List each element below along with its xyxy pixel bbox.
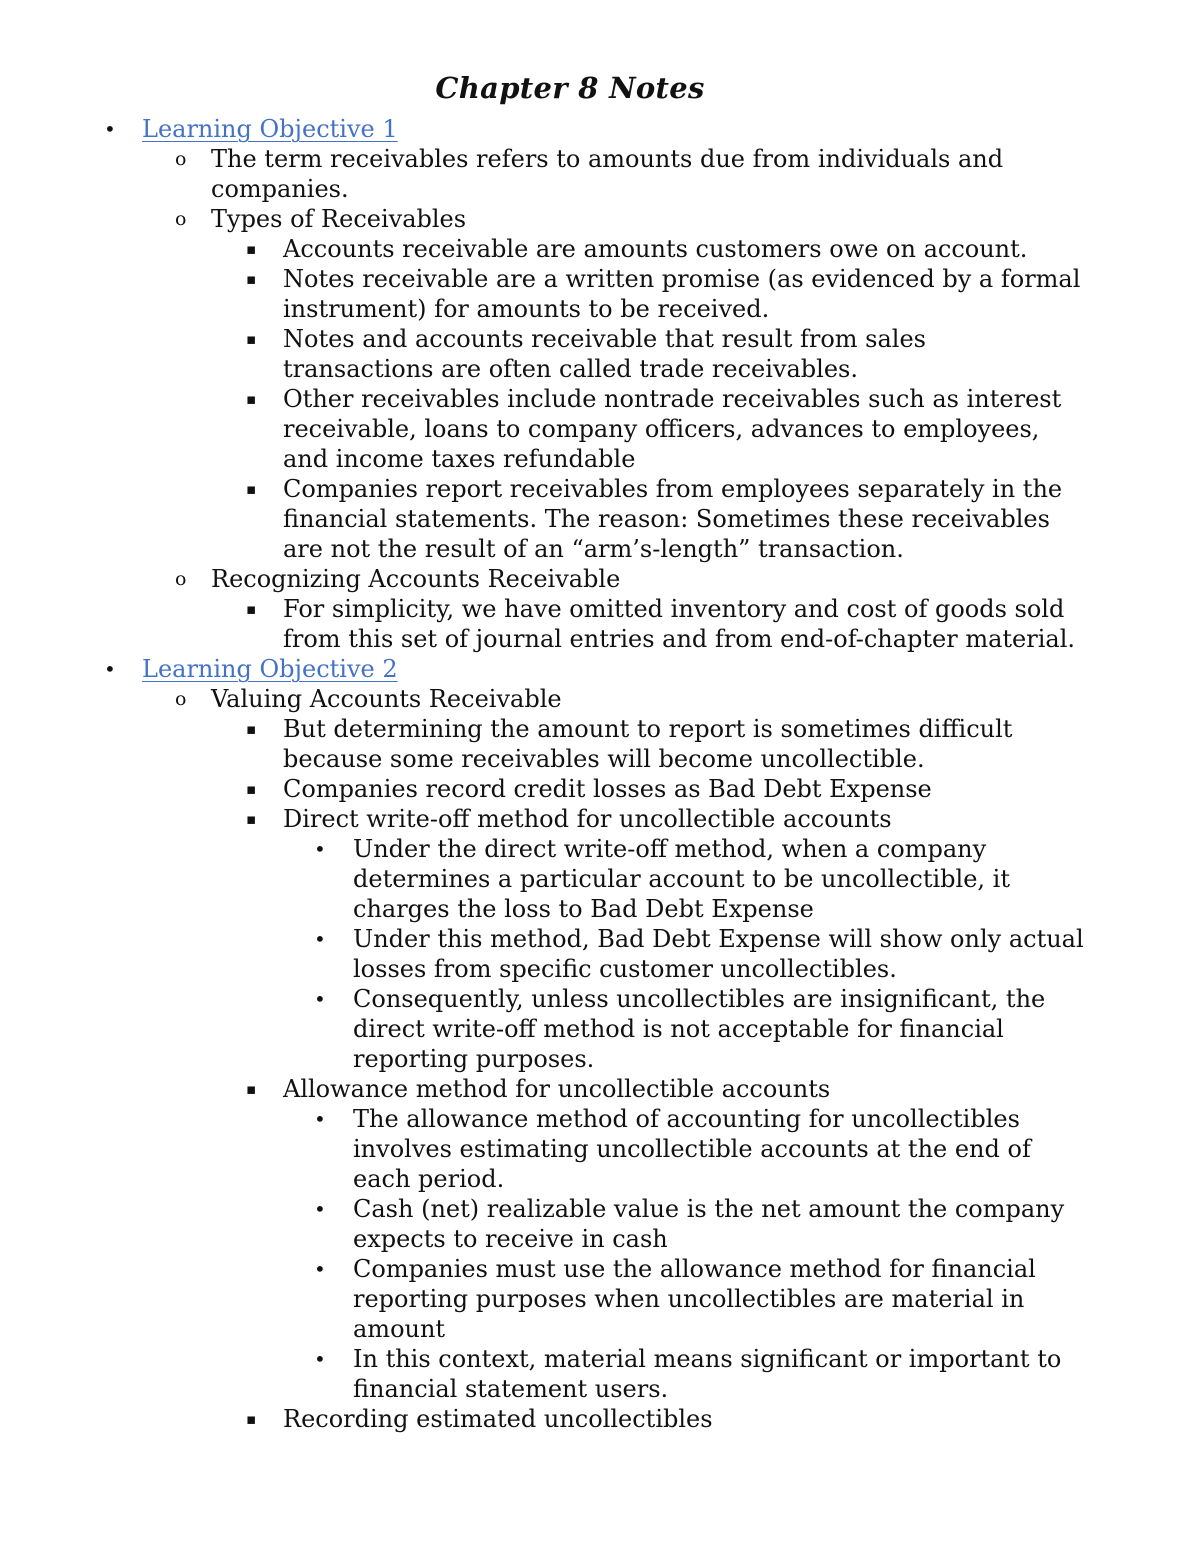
outline-text: Types of Receivables [211,205,467,233]
outline-text: transactions are often called trade receivables. [283,355,858,383]
outline-text: Companies must use the allowance method for financial [353,1255,1036,1283]
outline-text: The term receivables refers to amounts due from individuals and [211,145,1004,173]
outline-text: The allowance method of accounting for uncollectibles [353,1105,1020,1133]
outline-line [0,1314,1140,1344]
outline-text: Notes receivable are a written promise (as evidenced by a formal [283,265,1081,293]
outline-line [0,174,1140,204]
outline-text: involves estimating uncollectible accounts at the end of [353,1135,1031,1163]
outline-text: Other receivables include nontrade receivables such as interest [283,385,1062,413]
outline-text: amount [353,1315,446,1343]
bullet-marker: • [314,987,326,1011]
outline-text: reporting purposes. [353,1045,595,1073]
outline-line [0,834,1140,864]
outline-text: direct write-off method is not acceptable for financial [353,1015,1004,1043]
bullet-marker: ▪ [246,600,257,618]
outline-line [0,804,1140,834]
outline-line [0,444,1140,474]
bullet-marker: o [175,688,187,710]
outline-line [0,384,1140,414]
outline-text: Consequently, unless uncollectibles are insignificant, the [353,985,1046,1013]
bullet-marker: • [314,1347,326,1371]
outline-text: determines a particular account to be uncollectible, it [353,865,1010,893]
outline-line [0,1374,1140,1404]
outline-line [0,1404,1140,1434]
learning-objective-link[interactable]: Learning Objective 1 [142,115,398,143]
bullet-marker: ▪ [246,270,257,288]
outline-heading-link-row [0,654,1140,684]
outline-text: are not the result of an “arm’s-length” transaction. [283,535,904,563]
outline-text: Recording estimated uncollectibles [283,1405,713,1433]
outline-line [0,1224,1140,1254]
outline-text: reporting purposes when uncollectibles are material in [353,1285,1025,1313]
bullet-marker: o [175,208,187,230]
outline-line [0,894,1140,924]
outline-line [0,504,1140,534]
outline-line [0,984,1140,1014]
page-title: Chapter 8 Notes [435,71,705,105]
outline-line [0,1254,1140,1284]
outline-text: receivable, loans to company officers, advances to employees, [283,415,1040,443]
outline-line [0,414,1140,444]
outline-line [0,1164,1140,1194]
outline-text: In this context, material means significant or important to [353,1345,1062,1373]
outline-line [0,744,1140,774]
outline-text: financial statement users. [353,1375,669,1403]
outline-line [0,714,1140,744]
outline-line [0,864,1140,894]
outline-text: But determining the amount to report is sometimes difficult [283,715,1013,743]
outline-line [0,1344,1140,1374]
outline-line [0,534,1140,564]
outline-text: expects to receive in cash [353,1225,668,1253]
bullet-marker: ▪ [246,1080,257,1098]
outline-text: Under the direct write-off method, when a company [353,835,987,863]
bullet-marker: • [314,1197,326,1221]
outline-text: and income taxes refundable [283,445,636,473]
bullet-marker: o [175,148,187,170]
outline-line [0,144,1140,174]
outline-text: Direct write-off method for uncollectible accounts [283,805,892,833]
outline-line [0,294,1140,324]
outline-line [0,624,1140,654]
outline-line [0,204,1140,234]
outline-line [0,1104,1140,1134]
outline-line [0,324,1140,354]
bullet-marker: ▪ [246,780,257,798]
outline-line [0,1014,1140,1044]
outline-line [0,234,1140,264]
bullet-marker: • [104,657,116,681]
outline-text: each period. [353,1165,505,1193]
outline-text: Allowance method for uncollectible accounts [283,1075,831,1103]
outline-text: Under this method, Bad Debt Expense will show only actual [353,925,1084,953]
outline-line [0,1134,1140,1164]
outline-text: charges the loss to Bad Debt Expense [353,895,814,923]
bullet-marker: • [104,117,116,141]
bullet-marker: ▪ [246,810,257,828]
outline-line [0,264,1140,294]
outline-text: financial statements. The reason: Sometimes these receivables [283,505,1050,533]
outline-text: Valuing Accounts Receivable [211,685,562,713]
outline-line [0,1044,1140,1074]
bullet-marker: o [175,568,187,590]
outline-line [0,924,1140,954]
outline-text: losses from specific customer uncollectibles. [353,955,897,983]
bullet-marker: • [314,837,326,861]
outline-text: Companies record credit losses as Bad Debt Expense [283,775,932,803]
learning-objective-link[interactable]: Learning Objective 2 [142,655,398,683]
outline-text: Cash (net) realizable value is the net amount the company [353,1195,1065,1223]
outline-line [0,1284,1140,1314]
notes-outline [0,114,1140,1434]
bullet-marker: ▪ [246,240,257,258]
outline-text: because some receivables will become uncollectible. [283,745,925,773]
outline-line [0,684,1140,714]
bullet-marker: ▪ [246,480,257,498]
outline-text: instrument) for amounts to be received. [283,295,770,323]
outline-line [0,564,1140,594]
outline-heading-link-row [0,114,1140,144]
outline-text: For simplicity, we have omitted inventory and cost of goods sold [283,595,1065,623]
outline-line [0,1194,1140,1224]
bullet-marker: • [314,1257,326,1281]
bullet-marker: ▪ [246,390,257,408]
outline-text: Accounts receivable are amounts customers owe on account. [283,235,1028,263]
bullet-marker: • [314,927,326,951]
outline-line [0,594,1140,624]
outline-text: Companies report receivables from employees separately in the [283,475,1063,503]
outline-line [0,954,1140,984]
outline-text: Notes and accounts receivable that result from sales [283,325,926,353]
outline-text: companies. [211,175,349,203]
bullet-marker: ▪ [246,1410,257,1428]
outline-line [0,474,1140,504]
outline-text: Recognizing Accounts Receivable [211,565,621,593]
bullet-marker: ▪ [246,720,257,738]
bullet-marker: ▪ [246,330,257,348]
outline-line [0,1074,1140,1104]
bullet-marker: • [314,1107,326,1131]
outline-line [0,354,1140,384]
outline-text: from this set of journal entries and from end-of-chapter material. [283,625,1076,653]
outline-line [0,774,1140,804]
